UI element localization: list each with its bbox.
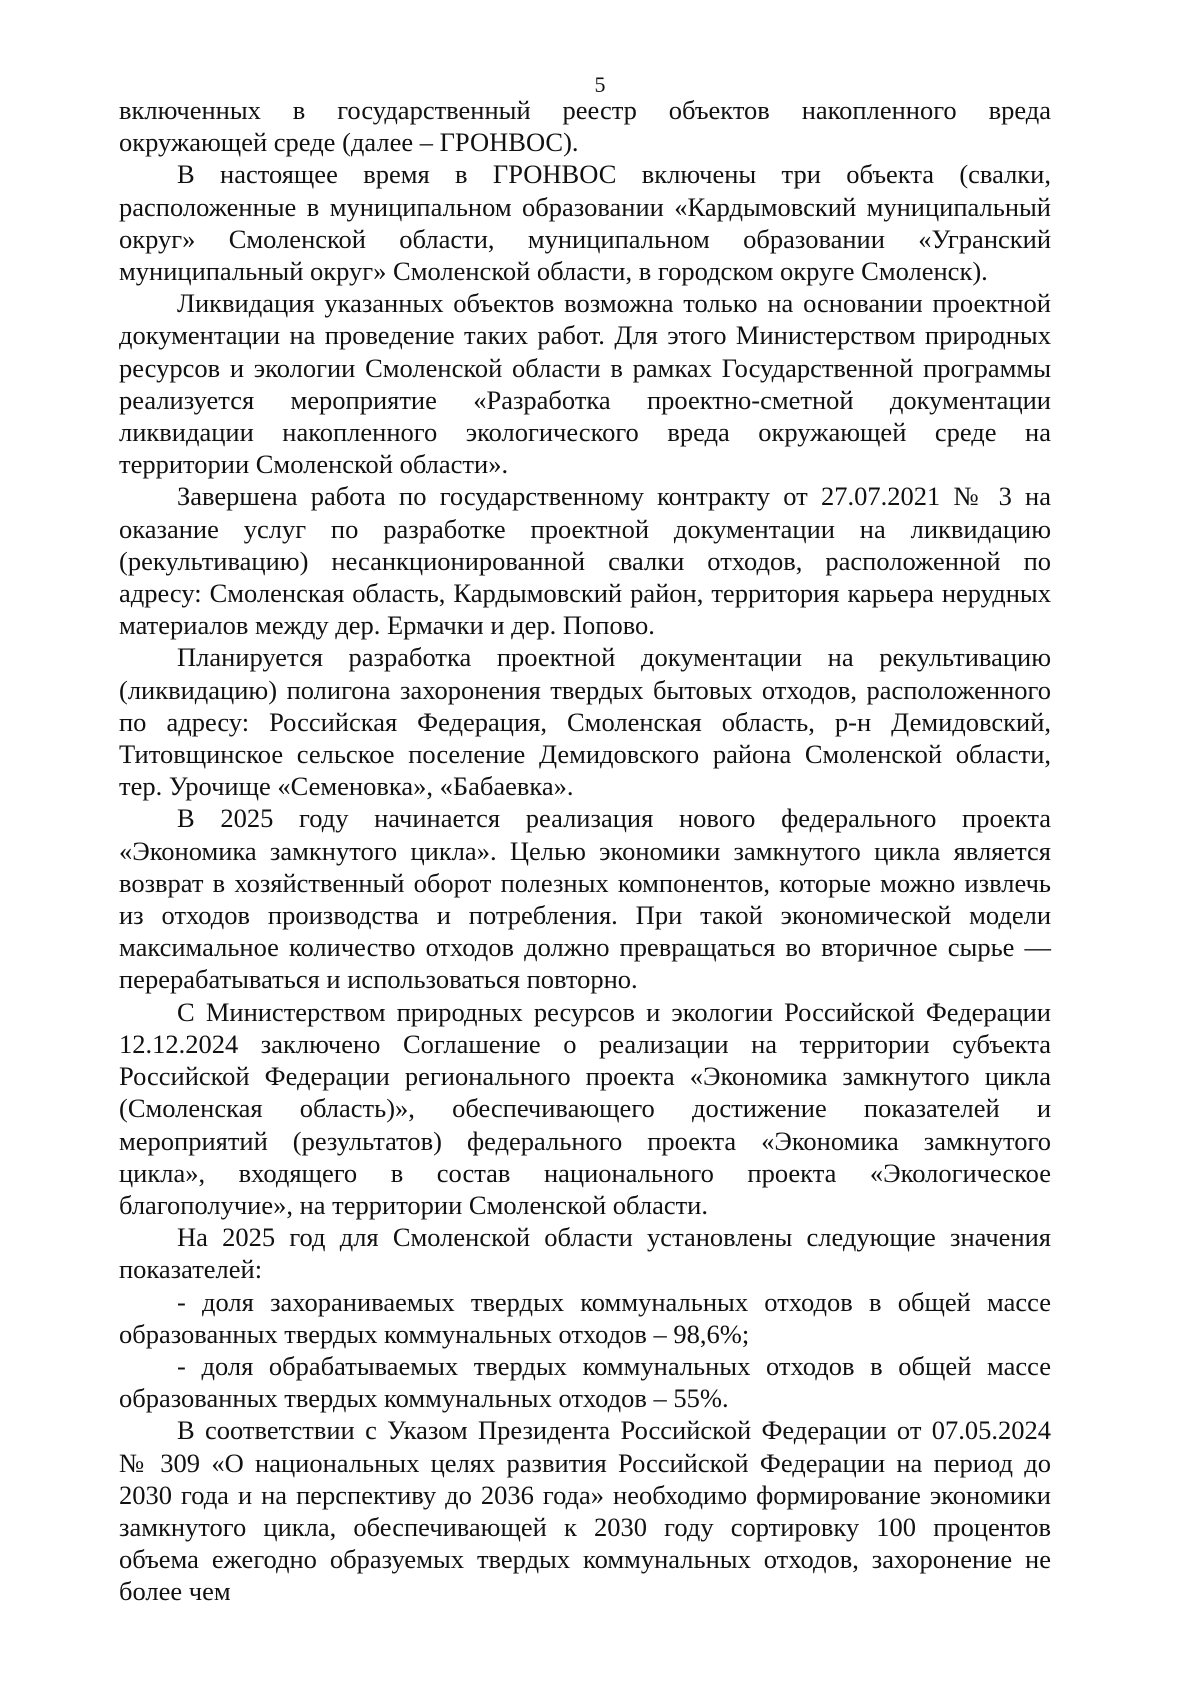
- paragraph-circular-economy: В 2025 году начинается реализация нового федерального проекта «Экономика замкнутого цикла». Целью экономики замкнутого цикла является возврат в хозяйственный оборот полезных компонентов, которые можно извлечь из отходов производства и потребления. При такой экономической модели максимальное количество отходов должно превращаться во вторичное сырье — перерабатываться и использоваться повторно.: [119, 803, 1051, 995]
- paragraph-gronvos-definition: включенных в государственный реестр объектов накопленного вреда окружающей среде (далее – ГРОНВОС).: [119, 95, 1051, 158]
- paragraph-planned-development: Планируется разработка проектной документации на рекультивацию (ликвидацию) полигона захоронения твердых бытовых отходов, расположенного по адресу: Российская Федерация, Смоленская область, р-н Демидовский, Титовщинское сельское поселение Демидовского района Смоленской области, тер. Урочище «Семеновка», «Бабаевка».: [119, 642, 1051, 802]
- list-item-landfill-share: - доля захораниваемых твердых коммунальных отходов в общей массе образованных твердых коммунальных отходов – 98,6%;: [119, 1286, 1051, 1349]
- paragraph-liquidation: Ликвидация указанных объектов возможна только на основании проектной документации на проведение таких работ. Для этого Министерством природных ресурсов и экологии Смоленской области в рамках Государственной программы реализуется мероприятие «Разработка проектно-сметной документации ликвидации накопленного экологического вреда окружающей среде на территории Смоленской области».: [119, 288, 1051, 480]
- paragraph-agreement: С Министерством природных ресурсов и экологии Российской Федерации 12.12.2024 заключено Соглашение о реализации на территории субъекта Российской Федерации регионального проекта «Экономика замкнутого цикла (Смоленская область)», обеспечивающего достижение показателей и мероприятий (результатов) федерального проекта «Экономика замкнутого цикла», входящего в состав национального проекта «Экологическое благополучие», на территории Смоленской области.: [119, 996, 1051, 1220]
- paragraph-presidential-decree: В соответствии с Указом Президента Российской Федерации от 07.05.2024 № 309 «О национальных целях развития Российской Федерации на период до 2030 года и на перспективу до 2036 года» необходимо формирование экономики замкнутого цикла, обеспечивающей к 2030 году сортировку 100 процентов объема ежегодно образуемых твердых коммунальных отходов, захоронение не более чем: [119, 1415, 1051, 1607]
- paragraph-completed-contract: Завершена работа по государственному контракту от 27.07.2021 № 3 на оказание услуг по разработке проектной документации на ликвидацию (рекультивацию) несанкционированной свалки отходов, расположенной по адресу: Смоленская область, Кардымовский район, территория карьера нерудных материалов между дер. Ермачки и дер. Попово.: [119, 481, 1051, 641]
- document-body: [119, 94, 1051, 1608]
- page-number: 5: [594, 72, 606, 97]
- list-item-processed-share: - доля обрабатываемых твердых коммунальных отходов в общей массе образованных твердых коммунальных отходов – 55%.: [119, 1350, 1051, 1414]
- paragraph-gronvos-objects: В настоящее время в ГРОНВОС включены три объекта (свалки, расположенные в муниципальном образовании «Кардымовский муниципальный округ» Смоленской области, муниципальном образовании «Угранский муниципальный округ» Смоленской области, в городском округе Смоленск).: [119, 159, 1051, 287]
- paragraph-indicators-intro: На 2025 год для Смоленской области установлены следующие значения показателей:: [119, 1222, 1051, 1285]
